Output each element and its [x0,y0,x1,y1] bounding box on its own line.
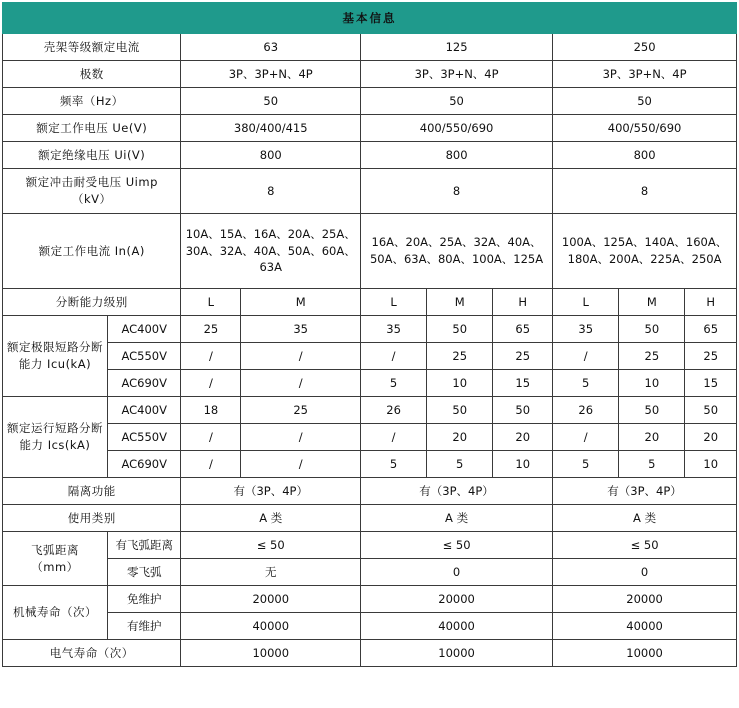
ue-63: 380/400/415 [181,115,361,142]
breaking-class-125-L: L [361,289,427,316]
icu-ac690v-125-M: 10 [427,370,493,397]
ics-ac400v-125-L: 26 [361,397,427,424]
electrical-life-250: 10000 [553,640,737,667]
row-label-electrical-life: 电气寿命（次） [3,640,181,667]
poles-250: 3P、3P+N、4P [553,61,737,88]
ics-ac400v-63-L: 18 [181,397,241,424]
ics-ac690v-250-M: 5 [619,451,685,478]
arc-zero-63: 无 [181,559,361,586]
row-label-uimp-line1: 额定冲击耐受电压 Uimp [25,175,158,190]
electrical-life-125: 10000 [361,640,553,667]
row-label-uimp-line2: （kV） [71,192,112,206]
usage-class-250: A 类 [553,505,737,532]
table-row-ics-ac400v [3,397,737,424]
in-63: 10A、15A、16A、20A、25A、30A、32A、40A、50A、60A、63A [181,214,361,289]
ics-ac550v-125-H: 20 [493,424,553,451]
breaking-class-250-L: L [553,289,619,316]
breaking-class-125-H: H [493,289,553,316]
icu-ac690v-250-M: 10 [619,370,685,397]
ics-ac550v-250-L: / [553,424,619,451]
icu-ac400v-250-M: 50 [619,316,685,343]
row-label-frame-current: 壳架等级额定电流 [3,34,181,61]
uimp-250: 8 [553,169,737,214]
in-250: 100A、125A、140A、160A、180A、200A、225A、250A [553,214,737,289]
table-row-icu-ac550v [3,343,737,370]
table-row-usage-class [3,505,737,532]
icu-ac550v-125-M: 25 [427,343,493,370]
in-125: 16A、20A、25A、32A、40A、50A、63A、80A、100A、125A [361,214,553,289]
ics-ac690v-250-H: 10 [685,451,737,478]
row-label-usage-class: 使用类别 [3,505,181,532]
uimp-63: 8 [181,169,361,214]
row-label-in: 额定工作电流 In(A) [3,214,181,289]
row-label-mechanical-life: 机械寿命（次） [3,586,108,640]
usage-class-63: A 类 [181,505,361,532]
ics-voltage-ac400v: AC400V [107,397,180,424]
table-row-mech-life-maintenance-free [3,586,737,613]
table-row-breaking-class [3,289,737,316]
icu-ac550v-63-M: / [241,343,361,370]
ics-ac550v-63-M: / [241,424,361,451]
row-label-ui: 额定绝缘电压 Ui(V) [3,142,181,169]
arc-with-63: ≤ 50 [181,532,361,559]
frame-current-63: 63 [181,34,361,61]
ics-ac400v-125-H: 50 [493,397,553,424]
icu-ac690v-63-M: / [241,370,361,397]
isolation-125: 有（3P、4P） [361,478,553,505]
row-label-arc-distance-line2: （mm） [31,559,79,574]
icu-ac400v-63-L: 25 [181,316,241,343]
breaking-class-63-L: L [181,289,241,316]
table-row-arc-distance-with [3,532,737,559]
row-label-arc-distance-line1: 飞弧距离 [30,542,79,557]
ue-250: 400/550/690 [553,115,737,142]
mech-free-63: 20000 [181,586,361,613]
frequency-250: 50 [553,88,737,115]
ics-ac690v-125-H: 10 [493,451,553,478]
table-row-poles [3,61,737,88]
frequency-63: 50 [181,88,361,115]
ics-ac400v-250-H: 50 [685,397,737,424]
usage-class-125: A 类 [361,505,553,532]
isolation-250: 有（3P、4P） [553,478,737,505]
poles-63: 3P、3P+N、4P [181,61,361,88]
icu-voltage-ac550v: AC550V [107,343,180,370]
mech-maintained-250: 40000 [553,613,737,640]
table-row-in [3,214,737,289]
table-row-ics-ac550v [3,424,737,451]
icu-ac400v-250-H: 65 [685,316,737,343]
icu-ac400v-63-M: 35 [241,316,361,343]
table-row-frame-current [3,34,737,61]
table-row-uimp [3,169,737,214]
icu-ac690v-63-L: / [181,370,241,397]
row-label-ics: 额定运行短路分断能力 Ics(kA) [3,397,108,478]
breaking-class-125-M: M [427,289,493,316]
icu-ac400v-125-H: 65 [493,316,553,343]
mech-sub-maintenance-free: 免维护 [107,586,180,613]
table-row-frequency [3,88,737,115]
mech-free-125: 20000 [361,586,553,613]
uimp-125: 8 [361,169,553,214]
ue-125: 400/550/690 [361,115,553,142]
mech-maintained-63: 40000 [181,613,361,640]
electrical-life-63: 10000 [181,640,361,667]
row-label-ue: 额定工作电压 Ue(V) [3,115,181,142]
icu-ac550v-250-L: / [553,343,619,370]
row-label-isolation: 隔离功能 [3,478,181,505]
icu-voltage-ac690v: AC690V [107,370,180,397]
ics-voltage-ac550v: AC550V [107,424,180,451]
frame-current-125: 125 [361,34,553,61]
ics-ac690v-125-M: 5 [427,451,493,478]
ics-ac690v-125-L: 5 [361,451,427,478]
icu-ac550v-125-H: 25 [493,343,553,370]
mech-maintained-125: 40000 [361,613,553,640]
icu-ac550v-250-M: 25 [619,343,685,370]
ics-voltage-ac690v: AC690V [107,451,180,478]
ics-ac550v-63-L: / [181,424,241,451]
table-row-ui [3,142,737,169]
breaking-class-250-M: M [619,289,685,316]
breaking-class-250-H: H [685,289,737,316]
ics-ac690v-63-M: / [241,451,361,478]
icu-ac690v-250-H: 15 [685,370,737,397]
arc-with-125: ≤ 50 [361,532,553,559]
breaking-class-63-M: M [241,289,361,316]
icu-ac550v-125-L: / [361,343,427,370]
ics-ac550v-125-L: / [361,424,427,451]
icu-ac400v-250-L: 35 [553,316,619,343]
spec-sheet [0,2,739,708]
ics-ac400v-125-M: 50 [427,397,493,424]
frame-current-250: 250 [553,34,737,61]
ics-ac400v-250-L: 26 [553,397,619,424]
arc-zero-250: 0 [553,559,737,586]
frequency-125: 50 [361,88,553,115]
icu-ac400v-125-M: 50 [427,316,493,343]
ui-125: 800 [361,142,553,169]
ics-ac400v-63-M: 25 [241,397,361,424]
ics-ac400v-250-M: 50 [619,397,685,424]
poles-125: 3P、3P+N、4P [361,61,553,88]
table-title: 基本信息 [3,3,737,34]
ui-250: 800 [553,142,737,169]
icu-ac690v-125-H: 15 [493,370,553,397]
ics-ac550v-250-M: 20 [619,424,685,451]
table-row-electrical-life [3,640,737,667]
table-title-row [3,3,737,34]
mech-sub-maintained: 有维护 [107,613,180,640]
isolation-63: 有（3P、4P） [181,478,361,505]
ui-63: 800 [181,142,361,169]
table-row-icu-ac690v [3,370,737,397]
row-label-poles: 极数 [3,61,181,88]
table-row-isolation [3,478,737,505]
row-label-icu: 额定极限短路分断能力 Icu(kA) [3,316,108,397]
arc-sub-with-arc: 有飞弧距离 [107,532,180,559]
icu-ac400v-125-L: 35 [361,316,427,343]
icu-voltage-ac400v: AC400V [107,316,180,343]
ics-ac690v-63-L: / [181,451,241,478]
ics-ac690v-250-L: 5 [553,451,619,478]
row-label-frequency: 频率（Hz） [3,88,181,115]
row-label-arc-distance [3,532,108,586]
arc-sub-zero-arc: 零飞弧 [107,559,180,586]
table-row-ue [3,115,737,142]
icu-ac550v-250-H: 25 [685,343,737,370]
icu-ac690v-250-L: 5 [553,370,619,397]
ics-ac550v-250-H: 20 [685,424,737,451]
specification-table [2,2,737,667]
icu-ac550v-63-L: / [181,343,241,370]
arc-with-250: ≤ 50 [553,532,737,559]
table-row-icu-ac400v [3,316,737,343]
icu-ac690v-125-L: 5 [361,370,427,397]
table-row-mech-life-maintained [3,613,737,640]
mech-free-250: 20000 [553,586,737,613]
arc-zero-125: 0 [361,559,553,586]
table-row-ics-ac690v [3,451,737,478]
row-label-breaking-class: 分断能力级别 [3,289,181,316]
table-row-arc-distance-zero [3,559,737,586]
row-label-uimp [3,169,181,214]
ics-ac550v-125-M: 20 [427,424,493,451]
